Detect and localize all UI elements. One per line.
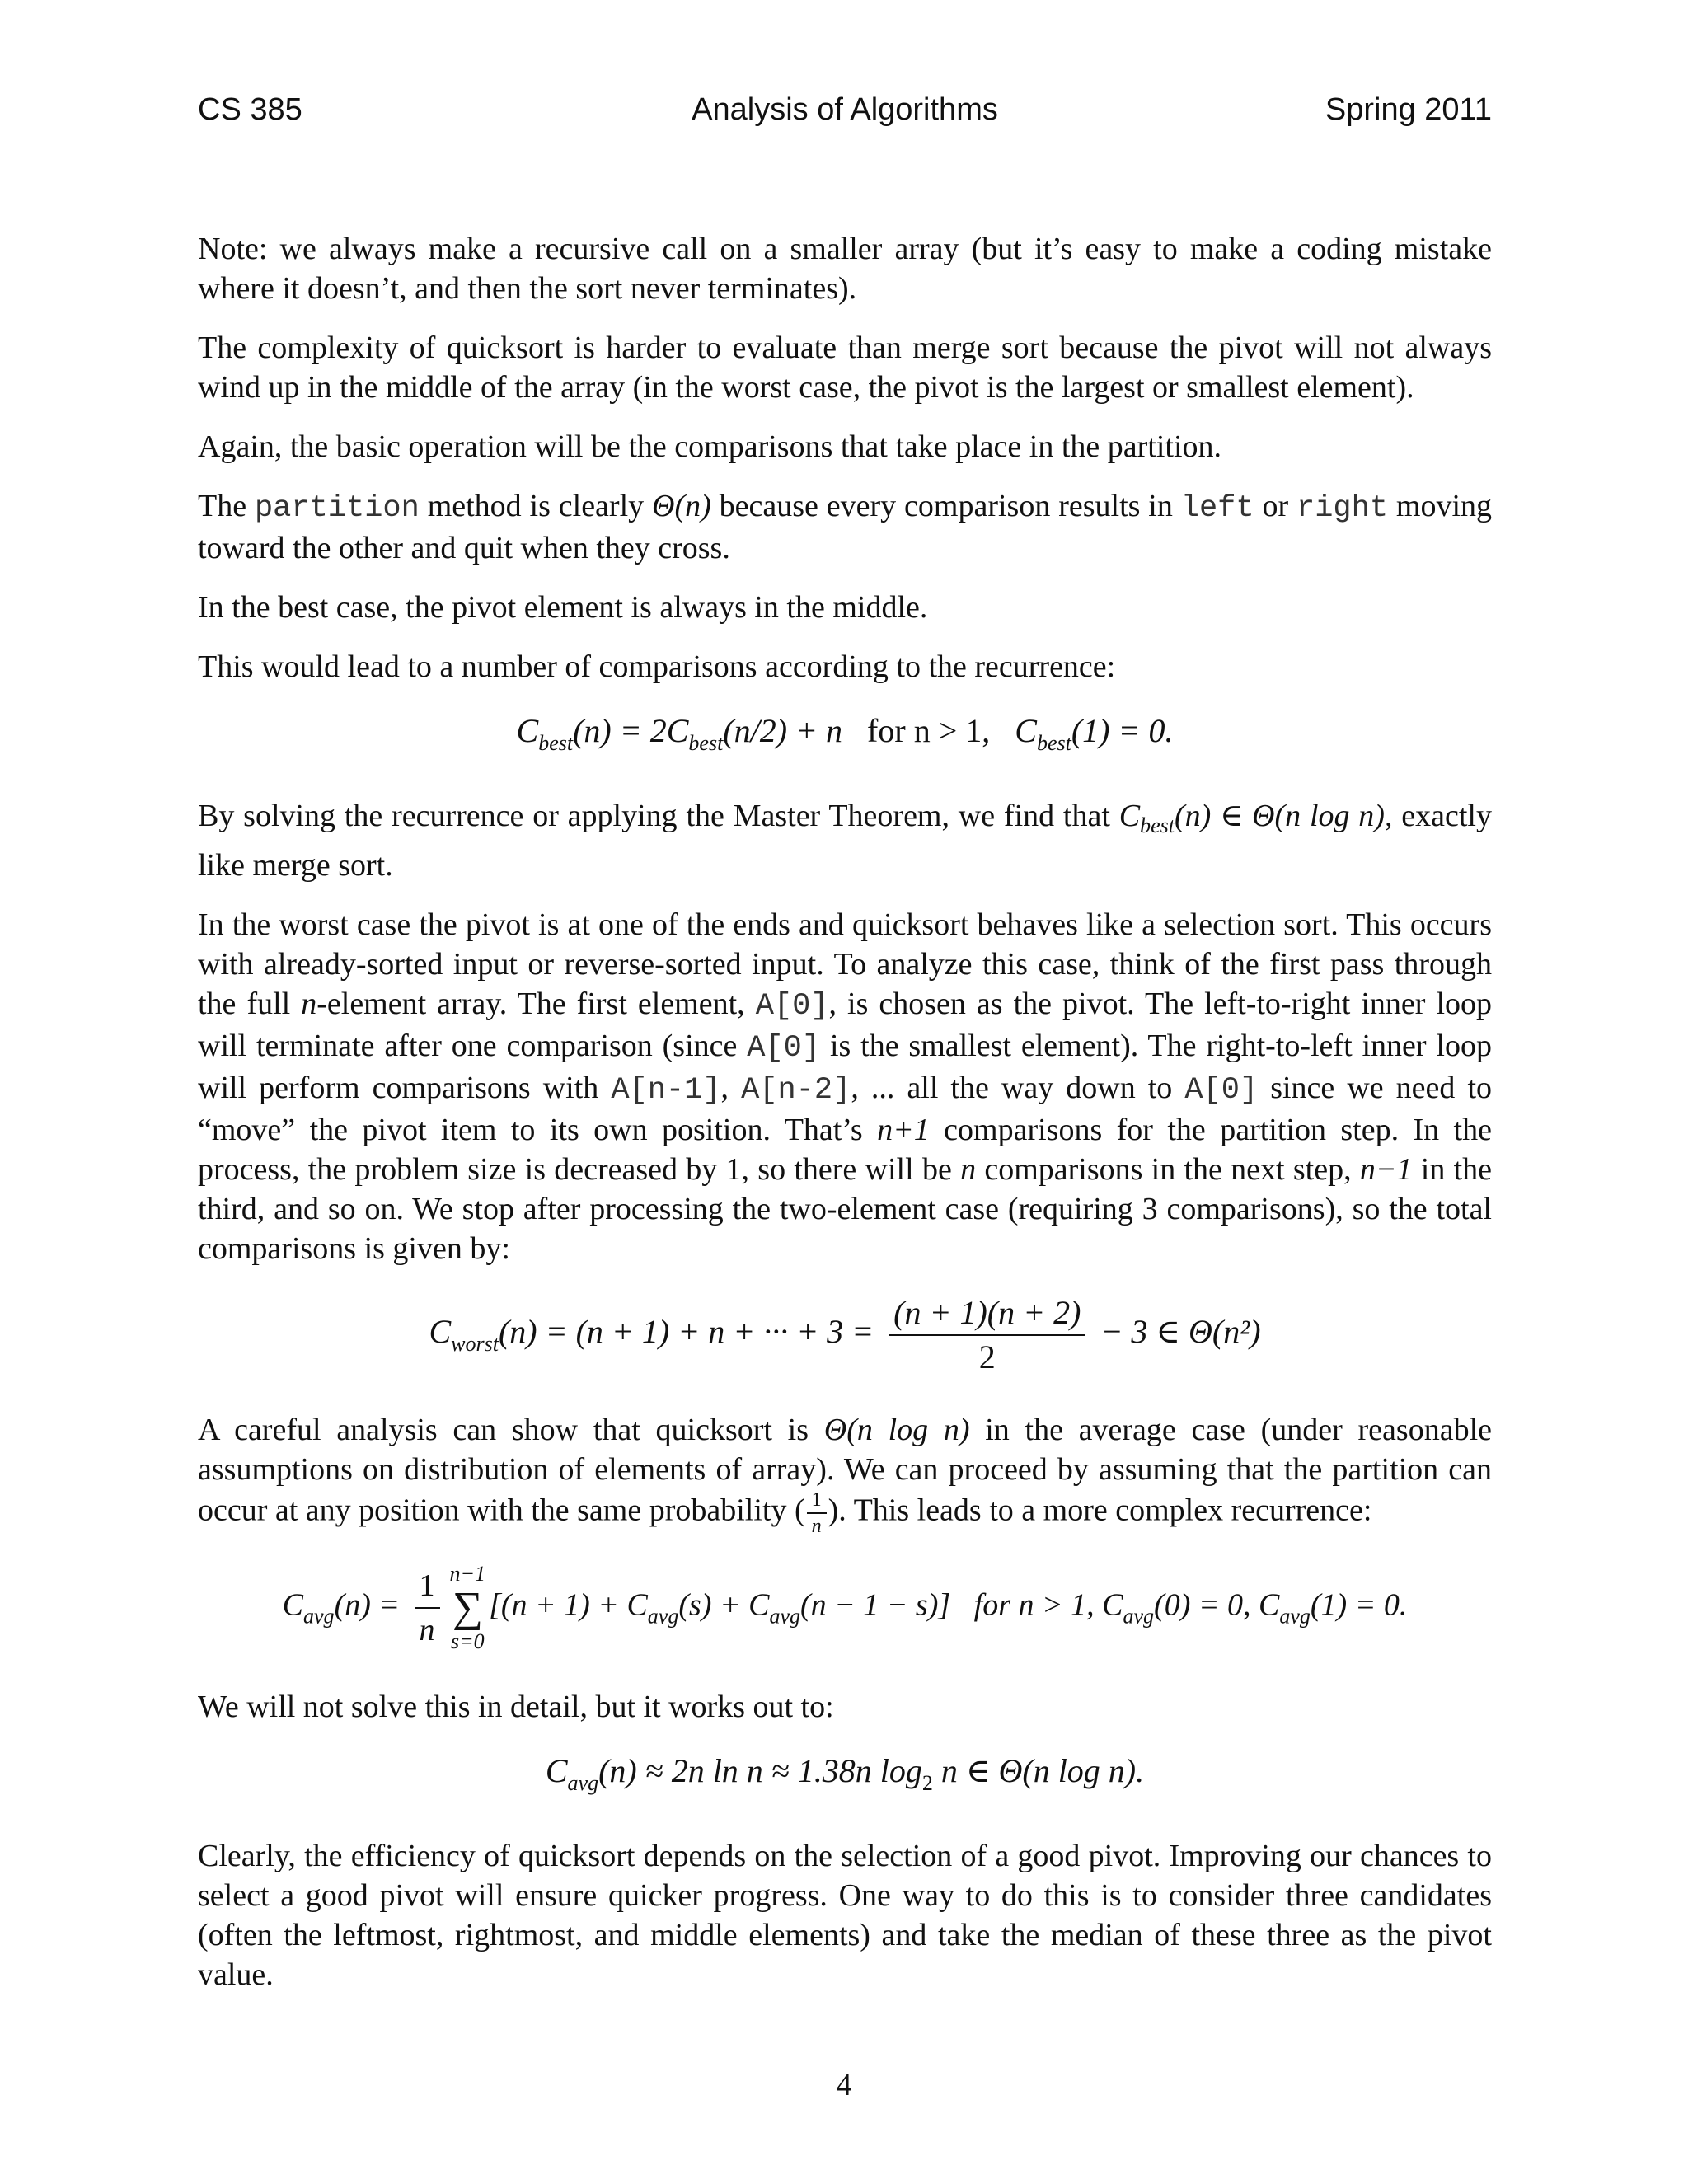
paragraph-pivot-selection: Clearly, the efficiency of quicksort depends on the selection of a good pivot. Improving our chances to select a good pivot will ensure quicker progress. One way to do this is to consider three candidates (often the leftmost, rightmost, and middle elements) and take the median of these three as the pivot value.: [198, 1839, 1492, 1992]
code-left: left: [1180, 491, 1254, 526]
page-body: [198, 229, 1492, 2014]
math-theta-n: Θ(n): [652, 489, 711, 523]
paragraph-master-theorem: By solving the recurrence or applying the Master Theorem, we find that $C_{best}(n)$ ∈ Θ(n log n), exactly like merge sort.: [198, 799, 1492, 883]
paragraph-basic-operation: Again, the basic operation will be the comparisons that take place in the partition.: [198, 429, 1222, 464]
course-code: CS 385: [198, 92, 302, 127]
term-label: Spring 2011: [1325, 92, 1492, 127]
equation-best-case: $C_{best}(n) = 2C_{best}(n/2) + n$ for n > 1, $C_{best}(1) = 0$.: [516, 712, 1174, 755]
code-partition: partition: [254, 491, 420, 526]
paragraph-solution-intro: We will not solve this in detail, but it works out to:: [198, 1690, 834, 1724]
paragraph-average-case: A careful analysis can show that quicksort is Θ(n log n) in the average case (under reasonable assumptions on distribution of elements of array). We can proceed by assuming that the partition can occur at any position with the same probability ( $\frac{1}{n}$ ). This leads to a more complex recurrence:: [198, 1413, 1492, 1537]
paragraph-complexity: The complexity of quicksort is harder to evaluate than merge sort because the pivot will not always wind up in the middle of the array (in the worst case, the pivot is the largest or smallest element).: [198, 330, 1492, 405]
course-title: Analysis of Algorithms: [692, 92, 998, 127]
equation-worst-case: $C_{worst}(n) = (n + 1) + n$ + ··· + 3 = $\frac{(n + 1)(n + 2)}{2}$ − 3 ∈ Θ(n²): [429, 1294, 1261, 1376]
paragraph-best-case: In the best case, the pivot element is always in the middle.: [198, 590, 928, 625]
paragraph-worst-case: In the worst case the pivot is at one of the ends and quicksort behaves like a selection sort. This occurs with already-sorted input or reverse-sorted input. To analyze this case, think of the first pass through the full n-element array. The first element, A[0], is chosen as the pivot. The left-to-right inner loop will terminate after one comparison (since A[0] is the smallest element). The right-to-left inner loop will perform comparisons with A[n-1], A[n-2], ... all the way down to A[0] since we need to “move” the pivot item to its own position. That’s n+1 comparisons for the partition step. In the process, the problem size is decreased by 1, so there will be n comparisons in the next step, n−1 in the third, and so on. We stop after processing the two-element case (requiring 3 comparisons), so the total comparisons is given by:: [198, 907, 1493, 1266]
equation-average-recurrence: $C_{avg}(n)$ = $\frac{1}{n}$ n−1 ∑ s=0 $[(n + 1) + C_{avg}(s) + C_{avg}(n - 1 - s)]$ for n > 1, $C_{avg}(0) = 0$, $C_{avg}(1) = 0$.: [282, 1562, 1408, 1653]
code-right: right: [1296, 491, 1389, 526]
page-header: [198, 92, 1492, 142]
summation-symbol: n−1 ∑ s=0: [449, 1562, 486, 1653]
paragraph-note: Note: we always make a recursive call on a smaller array (but it’s easy to make a coding mistake where it doesn’t, and then the sort never terminates).: [198, 232, 1492, 306]
fraction-worst: $\frac{(n + 1)(n + 2)}{2}$: [889, 1293, 1085, 1377]
paragraph-partition: The partition method is clearly Θ(n) because every comparison results in left or right moving toward the other and quit when they cross.: [198, 489, 1493, 565]
equation-average-result: $C_{avg}(n) \approx 2n$ ln n ≈ 1.38n $\log_2 n$ ∈ Θ(n log n).: [545, 1752, 1145, 1795]
paragraph-recurrence-intro: This would lead to a number of comparisons according to the recurrence:: [198, 649, 1116, 684]
page-number: 4: [836, 2068, 852, 2102]
